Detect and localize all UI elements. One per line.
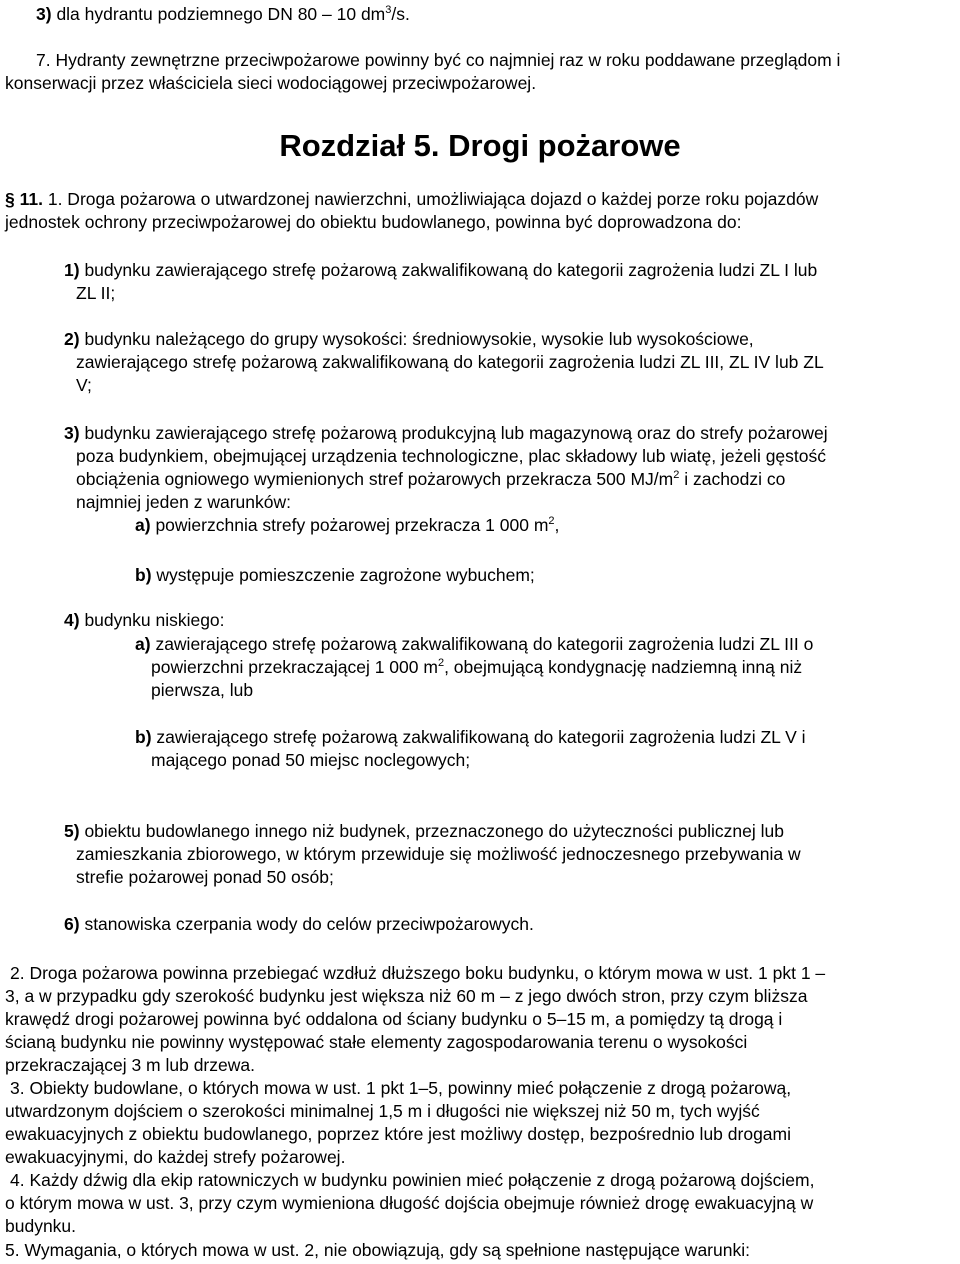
ust-4-line-3: budynku. (5, 1216, 77, 1236)
list-text: obiektu budowlanego innego niż budynek, przeznaczonego do użyteczności publicznej lub (84, 821, 784, 841)
list-item-3-line-3 (76, 468, 785, 490)
list-item-4a-line-1 (135, 633, 813, 655)
chapter-title: Rozdział 5. Drogi pożarowe (279, 128, 681, 163)
sublist-text: występuje pomieszczenie zagrożone wybuchem; (156, 565, 535, 585)
list-text-tail: i zachodzi co (679, 469, 786, 489)
list-item-6-line-1 (64, 913, 534, 935)
list-text: obciążenia ogniowego wymienionych stref pożarowych przekracza 500 MJ/m (76, 469, 674, 489)
superscript: 2 (437, 657, 445, 670)
list-number: 3) (36, 4, 52, 24)
list-item-3-line-4: najmniej jeden z warunków: (76, 492, 291, 512)
ust-3-line-3: ewakuacyjnych z obiektu budowlanego, poprzez które jest możliwy dostęp, bezpośrednio lub drogami (5, 1124, 791, 1144)
sublist-letter: a) (135, 634, 151, 654)
list-item-4b-line-2: mającego ponad 50 miejsc noclegowych; (151, 750, 471, 770)
sublist-text: zawierającego strefę pożarową zakwalifikowaną do kategorii zagrożenia ludzi ZL V i (156, 727, 806, 747)
ust-4-line-2: o którym mowa w ust. 3, przy czym wymieniona długość dojścia obejmuje również drogę ewakuacyjną w (5, 1193, 814, 1213)
list-number: 2) (64, 329, 80, 349)
list-item-4a-line-3: pierwsza, lub (151, 680, 254, 700)
list-text-tail: /s. (391, 4, 410, 24)
list-text: budynku niskiego: (84, 610, 225, 630)
section-11-line-1 (5, 188, 818, 210)
top-list-item (36, 3, 410, 25)
ust-2-line-1: 2. Droga pożarowa powinna przebiegać wzdłuż dłuższego boku budynku, o którym mowa w ust. 1 pkt 1 – (10, 963, 826, 983)
list-item-3-line-2: poza budynkiem, obejmującej urządzenia technologiczne, plac składowy lub wiatę, jeżeli gęstość (76, 446, 827, 466)
ust-5-line-1: 5. Wymagania, o których mowa w ust. 2, nie obowiązują, gdy są spełnione następujące warunki: (5, 1240, 750, 1260)
ust-2-line-2: 3, a w przypadku gdy szerokość budynku jest większa niż 60 m – z jego dwóch stron, przy czym bliższa (5, 986, 808, 1006)
ust-2-line-3: krawędź drogi pożarowej powinna być oddalona od ściany budynku o 5–15 m, a pomiędzy tą drogą i (5, 1009, 783, 1029)
superscript: 2 (548, 515, 555, 528)
list-item-2-line-2: zawierającego strefę pożarową zakwalifikowaną do kategorii zagrożenia ludzi ZL III, ZL IV lub ZL (76, 352, 824, 372)
list-text: stanowiska czerpania wody do celów przeciwpożarowych. (84, 914, 534, 934)
superscript: 3 (385, 4, 392, 17)
list-item-4b-line-1 (135, 726, 806, 748)
list-item-3a (135, 514, 559, 536)
list-text: budynku zawierającego strefę pożarową produkcyjną lub magazynową oraz do strefy pożarowej (84, 423, 828, 443)
ust-2-line-4: ścianą budynku nie powinny występować stałe elementy zagospodarowania terenu o wysokości (5, 1032, 748, 1052)
list-text: dla hydrantu podziemnego DN 80 – 10 dm (56, 4, 386, 24)
sublist-text: zawierającego strefę pożarową zakwalifikowaną do kategorii zagrożenia ludzi ZL III o (155, 634, 814, 654)
list-item-2-line-1 (64, 328, 754, 350)
sublist-text: powierzchni przekraczającej 1 000 m (151, 657, 438, 677)
list-number: 4) (64, 610, 80, 630)
list-item-3b (135, 564, 535, 586)
ust-3-line-2: utwardzonym dojściem o szerokości minimalnej 1,5 m i długości nie większej niż 50 m, tych wyjść (5, 1101, 760, 1121)
list-item-4-line-1 (64, 609, 225, 631)
sublist-letter: b) (135, 727, 152, 747)
ust-2-line-5: przekraczającej 3 m lub drzewa. (5, 1055, 255, 1075)
list-item-1-line-2: ZL II; (76, 283, 116, 303)
list-number: 1) (64, 260, 80, 280)
list-item-4a-line-2 (151, 656, 802, 678)
list-text: budynku zawierającego strefę pożarową zakwalifikowaną do kategorii zagrożenia ludzi ZL I lub (84, 260, 818, 280)
ust-3-line-4: ewakuacyjnymi, do każdej strefy pożarowej. (5, 1147, 346, 1167)
sublist-text-tail: , (554, 515, 560, 535)
ust-4-line-1: 4. Każdy dźwig dla ekip ratowniczych w budynku powinien mieć połączenie z drogą pożarową dojściem, (10, 1170, 815, 1190)
list-item-5-line-2: zamieszkania zbiorowego, w którym przewiduje się możliwość jednoczesnego przebywania w (76, 844, 801, 864)
list-item-5-line-1 (64, 820, 784, 842)
list-text: budynku należącego do grupy wysokości: średniowysokie, wysokie lub wysokościowe, (84, 329, 754, 349)
superscript: 2 (673, 469, 680, 482)
section-number: § 11. (5, 189, 43, 209)
list-item-2-line-3: V; (76, 375, 92, 395)
list-number: 6) (64, 914, 80, 934)
section-text: 1. Droga pożarowa o utwardzonej nawierzchni, umożliwiająca dojazd o każdej porze roku pojazdów (47, 189, 819, 209)
ust-3-line-1: 3. Obiekty budowlane, o których mowa w ust. 1 pkt 1–5, powinny mieć połączenie z drogą pożarową, (10, 1078, 792, 1098)
section-11-line-2: jednostek ochrony przeciwpożarowej do obiektu budowlanego, powinna być doprowadzona do: (5, 212, 742, 232)
list-number: 3) (64, 423, 80, 443)
sublist-text-tail: , obejmującą kondygnację nadziemną inną niż (444, 657, 803, 677)
list-number: 5) (64, 821, 80, 841)
list-item-1-line-1 (64, 259, 817, 281)
paragraph-7-line-1: 7. Hydranty zewnętrzne przeciwpożarowe powinny być co najmniej raz w roku poddawane przeglądom i (36, 50, 841, 70)
sublist-letter: a) (135, 515, 151, 535)
sublist-text: powierzchnia strefy pożarowej przekracza 1 000 m (155, 515, 549, 535)
list-item-3-line-1 (64, 422, 828, 444)
list-item-5-line-3: strefie pożarowej ponad 50 osób; (76, 867, 334, 887)
paragraph-7-line-2: konserwacji przez właściciela sieci wodociągowej przeciwpożarowej. (5, 73, 537, 93)
sublist-letter: b) (135, 565, 152, 585)
